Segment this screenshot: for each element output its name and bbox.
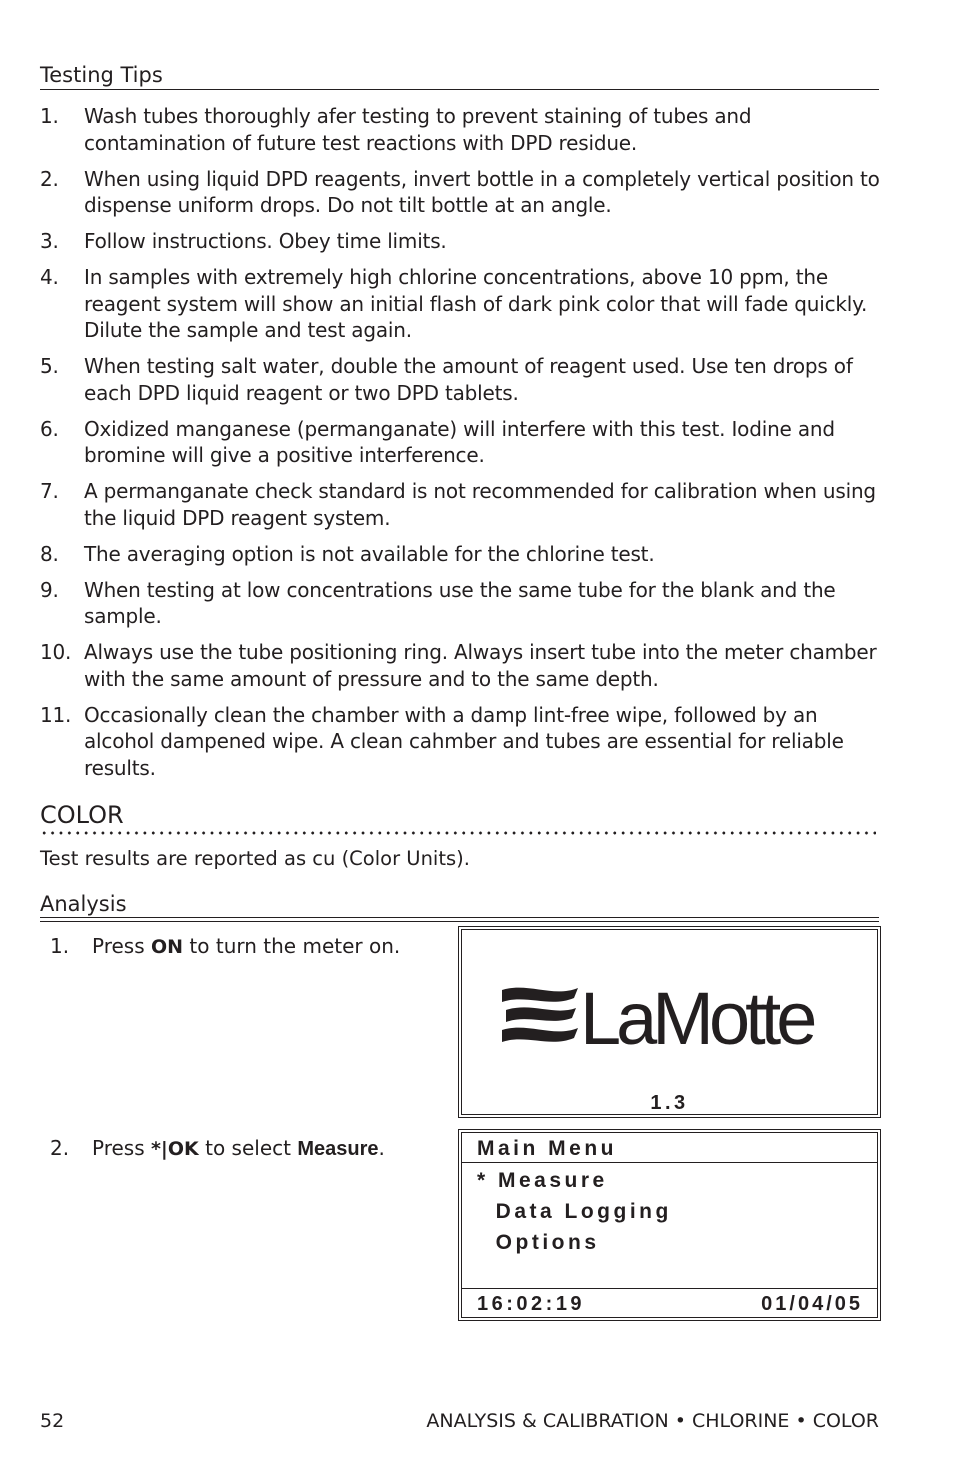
step-text-post: to turn the meter on.	[183, 934, 401, 958]
on-key-label: ON	[151, 936, 184, 958]
menu-title-divider	[462, 1162, 877, 1163]
step-text-mid: to select	[198, 1136, 298, 1160]
list-item-number: 11.	[40, 702, 72, 727]
lamotte-logo	[498, 982, 848, 1054]
status-divider	[462, 1288, 877, 1289]
list-item	[40, 228, 880, 255]
list-item-text: In samples with extremely high chlorine concentrations, above 10 ppm, the reagent system will show an initial flash of dark pink color that will fade quickly. Dilute the sample and test again.	[84, 265, 868, 342]
page-number: 52	[40, 1410, 65, 1432]
list-item	[40, 353, 880, 406]
list-item-text: Oxidized manganese (permanganate) will interfere with this test. Iodine and bromine will give a positive interference.	[84, 416, 835, 467]
list-item-text: Wash tubes thoroughly afer testing to prevent staining of tubes and contamination of future test reactions with DPD residue.	[84, 104, 752, 155]
list-item-number: 3.	[40, 229, 59, 253]
color-description: Test results are reported as cu (Color Units).	[40, 847, 470, 870]
list-item-text: Always use the tube positioning ring. Always insert tube into the meter chamber with the same amount of pressure and to the same depth.	[84, 640, 877, 691]
list-item	[40, 416, 880, 469]
testing-tips-heading-text: Testing Tips	[40, 63, 163, 87]
menu-title: Main Menu	[477, 1137, 617, 1160]
list-item-text: When testing at low concentrations use the same tube for the blank and the sample.	[84, 577, 836, 628]
clock-time: 16:02:19	[477, 1293, 586, 1315]
list-item	[40, 577, 880, 630]
lamotte-wave-icon	[502, 988, 578, 1042]
meter-screen-main-menu	[461, 1132, 878, 1318]
list-item-text: A permanganate check standard is not recommended for calibration when using the liquid DPD reagent system.	[84, 479, 876, 530]
list-item-number: 1.	[40, 104, 59, 128]
clock-date: 01/04/05	[761, 1293, 863, 1315]
menu-item-measure: * Measure	[477, 1169, 608, 1192]
list-item	[40, 166, 880, 219]
measure-word: Measure	[297, 1138, 379, 1160]
footer-section: ANALYSIS & CALIBRATION • CHLORINE • COLOR	[426, 1410, 879, 1432]
list-item	[40, 702, 880, 782]
list-item	[40, 639, 880, 692]
menu-item-options: Options	[477, 1231, 600, 1254]
list-item-number: 7.	[40, 479, 59, 503]
menu-item-data-logging: Data Logging	[477, 1200, 672, 1223]
list-item	[40, 478, 880, 531]
step-text-pre: Press	[92, 1136, 151, 1160]
list-item-number: 5.	[40, 354, 59, 378]
list-item-number: 2.	[40, 166, 59, 191]
list-item-text: When testing salt water, double the amount of reagent used. Use ten drops of each DPD liquid reagent or two DPD tablets.	[84, 354, 853, 405]
dotted-divider	[40, 831, 876, 835]
list-item-text: The averaging option is not available for the chlorine test.	[84, 541, 655, 566]
analysis-divider	[40, 917, 879, 922]
list-item-number: 9.	[40, 577, 59, 602]
step-text-pre: Press	[92, 934, 151, 958]
step-number: 2.	[50, 1136, 70, 1160]
firmware-version: 1.3	[650, 1092, 689, 1114]
list-item	[40, 103, 880, 156]
step-text-post: .	[378, 1136, 385, 1160]
list-item-number: 8.	[40, 541, 59, 566]
section-title-color: COLOR	[40, 801, 124, 829]
list-item-number: 10.	[40, 640, 72, 664]
step-1	[40, 933, 440, 960]
step-number: 1.	[50, 934, 70, 958]
list-item-text: Occasionally clean the chamber with a damp lint-free wipe, followed by an alcohol dampened wipe. A clean cahmber and tubes are essential for reliable results.	[84, 702, 844, 780]
list-item-text: When using liquid DPD reagents, invert bottle in a completely vertical position to dispense uniform drops. Do not tilt bottle at an angle.	[84, 166, 880, 217]
list-item-number: 6.	[40, 416, 59, 441]
ok-key-label: *|OK	[151, 1138, 199, 1160]
step-2	[40, 1135, 440, 1162]
lamotte-logo-text: LaMotte	[580, 982, 813, 1054]
list-item-text: Follow instructions. Obey time limits.	[84, 229, 447, 253]
testing-tips-list	[40, 103, 880, 791]
analysis-heading: Analysis	[40, 892, 127, 916]
list-item-number: 4.	[40, 265, 59, 289]
list-item	[40, 264, 880, 344]
meter-screen-splash	[461, 929, 878, 1115]
list-item	[40, 541, 880, 568]
testing-tips-heading	[40, 62, 879, 90]
